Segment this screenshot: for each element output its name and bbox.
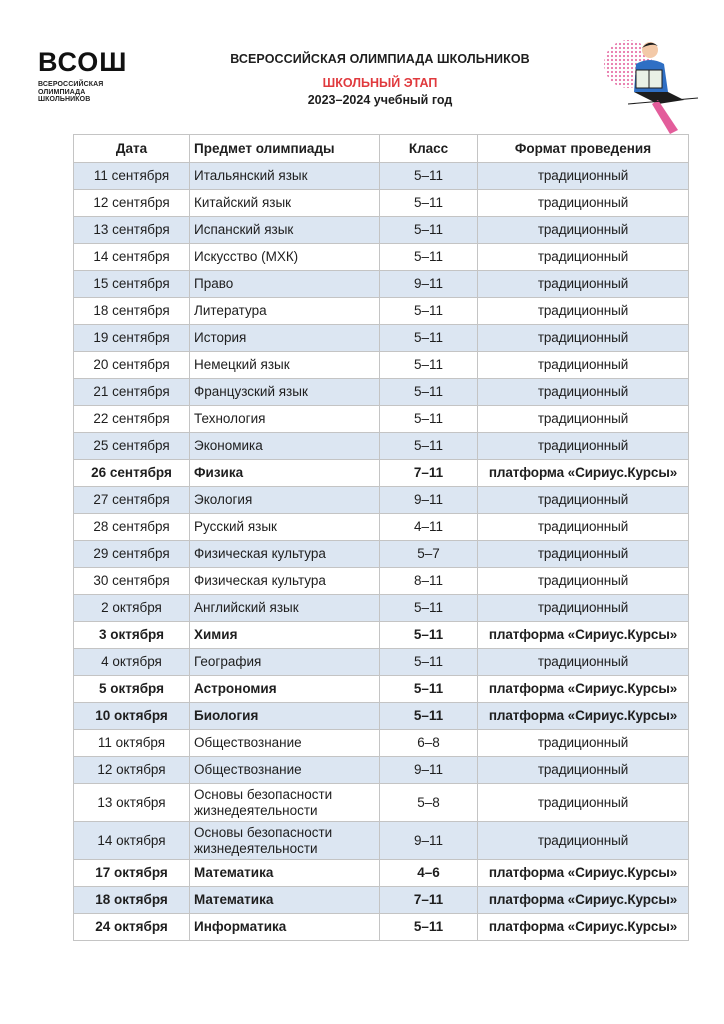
subject-cell: История <box>190 325 380 352</box>
date-cell: 25 сентября <box>74 433 190 460</box>
grade-cell: 9–11 <box>380 757 478 784</box>
format-cell: традиционный <box>478 190 689 217</box>
format-cell: традиционный <box>478 649 689 676</box>
date-cell: 13 октября <box>74 784 190 822</box>
grade-cell: 9–11 <box>380 487 478 514</box>
subject-cell: Русский язык <box>190 514 380 541</box>
table-row <box>74 541 689 568</box>
subject-cell: Основы безопасности жизнедеятельности <box>190 784 380 822</box>
grade-cell: 5–11 <box>380 217 478 244</box>
subject-cell: Испанский язык <box>190 217 380 244</box>
school-year: 2023–2024 учебный год <box>307 93 453 107</box>
date-cell: 12 октября <box>74 757 190 784</box>
date-cell: 2 октября <box>74 595 190 622</box>
subject-cell: Обществознание <box>190 757 380 784</box>
subject-cell: Технология <box>190 406 380 433</box>
format-cell: платформа «Сириус.Курсы» <box>478 460 689 487</box>
subject-cell: Экономика <box>190 433 380 460</box>
column-header-date: Дата <box>74 135 190 163</box>
format-cell: традиционный <box>478 514 689 541</box>
date-cell: 15 сентября <box>74 271 190 298</box>
date-cell: 18 октября <box>74 887 190 914</box>
grade-cell: 4–11 <box>380 514 478 541</box>
format-cell: традиционный <box>478 325 689 352</box>
subject-cell: Астрономия <box>190 676 380 703</box>
column-header-grade: Класс <box>380 135 478 163</box>
grade-cell: 5–11 <box>380 190 478 217</box>
table-row <box>74 887 689 914</box>
format-cell: традиционный <box>478 541 689 568</box>
date-cell: 19 сентября <box>74 325 190 352</box>
table-row <box>74 860 689 887</box>
schedule-body <box>74 163 689 941</box>
table-row <box>74 460 689 487</box>
grade-cell: 5–11 <box>380 433 478 460</box>
subject-cell: Немецкий язык <box>190 352 380 379</box>
grade-cell: 9–11 <box>380 271 478 298</box>
table-row <box>74 649 689 676</box>
format-cell: платформа «Сириус.Курсы» <box>478 622 689 649</box>
logo-caption-line: ОЛИМПИАДА <box>38 88 86 96</box>
format-cell: платформа «Сириус.Курсы» <box>478 676 689 703</box>
grade-cell: 5–11 <box>380 244 478 271</box>
date-cell: 30 сентября <box>74 568 190 595</box>
grade-cell: 5–7 <box>380 541 478 568</box>
format-cell: платформа «Сириус.Курсы» <box>478 914 689 941</box>
format-cell: платформа «Сириус.Курсы» <box>478 860 689 887</box>
student-leg <box>652 100 678 134</box>
subject-cell: Математика <box>190 887 380 914</box>
document-title: ВСЕРОССИЙСКАЯ ОЛИМПИАДА ШКОЛЬНИКОВ <box>230 52 530 66</box>
grade-cell: 7–11 <box>380 887 478 914</box>
table-row <box>74 622 689 649</box>
table-row <box>74 568 689 595</box>
grade-cell: 5–11 <box>380 379 478 406</box>
date-cell: 4 октября <box>74 649 190 676</box>
date-cell: 14 октября <box>74 822 190 860</box>
date-cell: 22 сентября <box>74 406 190 433</box>
subject-cell: Биология <box>190 703 380 730</box>
vsosh-logo-mark <box>38 48 152 76</box>
grade-cell: 5–11 <box>380 622 478 649</box>
document-header <box>200 50 560 108</box>
format-cell: традиционный <box>478 217 689 244</box>
vsosh-logo <box>38 48 158 108</box>
stage-title: ШКОЛЬНЫЙ ЭТАП <box>322 76 438 90</box>
table-row <box>74 217 689 244</box>
format-cell: традиционный <box>478 352 689 379</box>
subject-cell: Физическая культура <box>190 568 380 595</box>
date-cell: 20 сентября <box>74 352 190 379</box>
table-row <box>74 757 689 784</box>
grade-cell: 5–11 <box>380 325 478 352</box>
date-cell: 18 сентября <box>74 298 190 325</box>
subject-cell: Китайский язык <box>190 190 380 217</box>
subject-cell: Литература <box>190 298 380 325</box>
grade-cell: 5–11 <box>380 649 478 676</box>
table-row <box>74 914 689 941</box>
grade-cell: 8–11 <box>380 568 478 595</box>
subject-cell: Основы безопасности жизнедеятельности <box>190 822 380 860</box>
date-cell: 17 октября <box>74 860 190 887</box>
format-cell: традиционный <box>478 271 689 298</box>
grade-cell: 5–11 <box>380 406 478 433</box>
table-row <box>74 379 689 406</box>
column-header-subject: Предмет олимпиады <box>190 135 380 163</box>
format-cell: традиционный <box>478 163 689 190</box>
subject-cell: Английский язык <box>190 595 380 622</box>
table-row <box>74 244 689 271</box>
format-cell: платформа «Сириус.Курсы» <box>478 703 689 730</box>
date-cell: 29 сентября <box>74 541 190 568</box>
date-cell: 11 сентября <box>74 163 190 190</box>
format-cell: платформа «Сириус.Курсы» <box>478 887 689 914</box>
date-cell: 21 сентября <box>74 379 190 406</box>
format-cell: традиционный <box>478 379 689 406</box>
format-cell: традиционный <box>478 244 689 271</box>
format-cell: традиционный <box>478 433 689 460</box>
subject-cell: Искусство (МХК) <box>190 244 380 271</box>
grade-cell: 4–6 <box>380 860 478 887</box>
date-cell: 13 сентября <box>74 217 190 244</box>
grade-cell: 5–8 <box>380 784 478 822</box>
table-row <box>74 703 689 730</box>
table-row <box>74 433 689 460</box>
column-header-format: Формат проведения <box>478 135 689 163</box>
table-row <box>74 352 689 379</box>
table-row <box>74 325 689 352</box>
format-cell: традиционный <box>478 487 689 514</box>
grade-cell: 5–11 <box>380 914 478 941</box>
date-cell: 11 октября <box>74 730 190 757</box>
date-cell: 12 сентября <box>74 190 190 217</box>
subject-cell: Французский язык <box>190 379 380 406</box>
logo-caption-line: ШКОЛЬНИКОВ <box>38 96 91 103</box>
table-row <box>74 784 689 822</box>
table-row <box>74 190 689 217</box>
svg-text:ВСОШ: ВСОШ <box>38 48 128 76</box>
grade-cell: 6–8 <box>380 730 478 757</box>
date-cell: 14 сентября <box>74 244 190 271</box>
table-header-row <box>74 135 689 163</box>
logo-caption <box>38 81 158 104</box>
subject-cell: Итальянский язык <box>190 163 380 190</box>
format-cell: традиционный <box>478 406 689 433</box>
reading-student-illustration <box>598 34 706 142</box>
format-cell: традиционный <box>478 730 689 757</box>
subject-cell: Химия <box>190 622 380 649</box>
subject-cell: Право <box>190 271 380 298</box>
grade-cell: 5–11 <box>380 595 478 622</box>
grade-cell: 7–11 <box>380 460 478 487</box>
subject-cell: Математика <box>190 860 380 887</box>
grade-cell: 5–11 <box>380 298 478 325</box>
logo-caption-line: ВСЕРОССИЙСКАЯ <box>38 81 104 88</box>
grade-cell: 9–11 <box>380 822 478 860</box>
grade-cell: 5–11 <box>380 703 478 730</box>
grade-cell: 5–11 <box>380 676 478 703</box>
subject-cell: Обществознание <box>190 730 380 757</box>
format-cell: традиционный <box>478 568 689 595</box>
subject-cell: География <box>190 649 380 676</box>
grade-cell: 5–11 <box>380 352 478 379</box>
date-cell: 10 октября <box>74 703 190 730</box>
date-cell: 26 сентября <box>74 460 190 487</box>
table-row <box>74 822 689 860</box>
date-cell: 3 октября <box>74 622 190 649</box>
table-row <box>74 406 689 433</box>
grade-cell: 5–11 <box>380 163 478 190</box>
table-row <box>74 514 689 541</box>
format-cell: традиционный <box>478 757 689 784</box>
date-cell: 28 сентября <box>74 514 190 541</box>
format-cell: традиционный <box>478 298 689 325</box>
table-row <box>74 298 689 325</box>
olympiad-schedule-table <box>73 134 689 941</box>
subject-cell: Физическая культура <box>190 541 380 568</box>
format-cell: традиционный <box>478 822 689 860</box>
date-cell: 27 сентября <box>74 487 190 514</box>
table-row <box>74 163 689 190</box>
date-cell: 5 октября <box>74 676 190 703</box>
format-cell: традиционный <box>478 595 689 622</box>
table-row <box>74 730 689 757</box>
subject-cell: Информатика <box>190 914 380 941</box>
table-row <box>74 487 689 514</box>
subject-cell: Экология <box>190 487 380 514</box>
format-cell: традиционный <box>478 784 689 822</box>
date-cell: 24 октября <box>74 914 190 941</box>
subject-cell: Физика <box>190 460 380 487</box>
table-row <box>74 595 689 622</box>
table-row <box>74 271 689 298</box>
table-row <box>74 676 689 703</box>
